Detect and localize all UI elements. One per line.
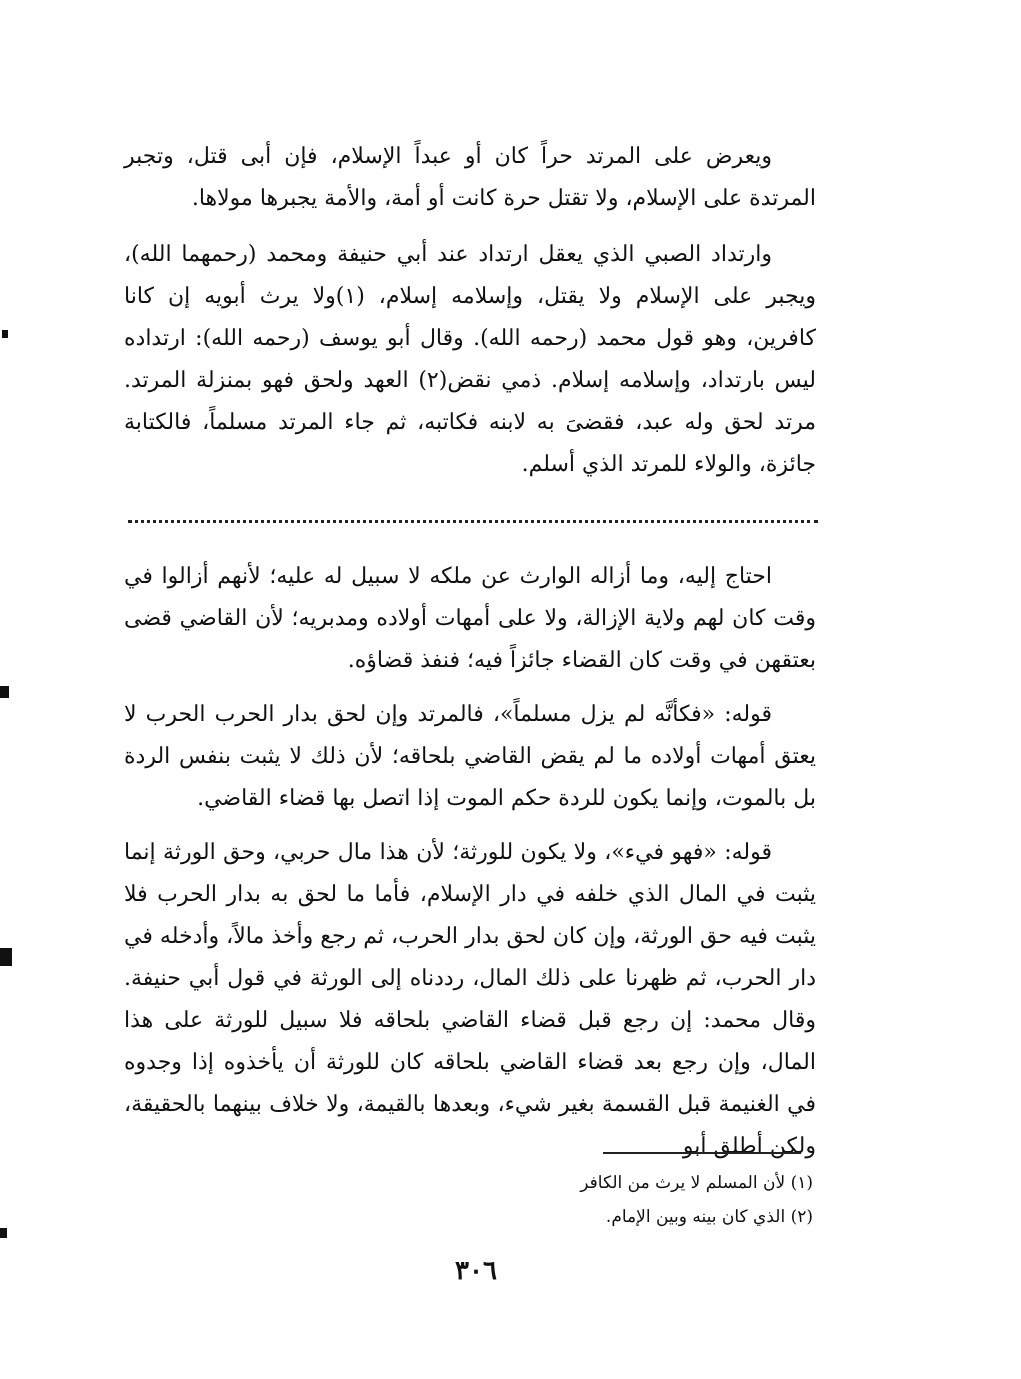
sharh-text bbox=[124, 556, 816, 1168]
scan-mark bbox=[0, 948, 12, 966]
sharh-paragraph-2: قوله: «فكأنَّه لم يزل مسلماً»، فالمرتد وإن لحق بدار الحرب الحرب لا يعتق أمهات أولاده ما لم يقض القاضي بلحاقه؛ لأن ذلك لا يثبت بنفس الردة بل بالموت، وإنما يكون للردة حكم الموت إذا اتصل بها قضاء القاضي. bbox=[124, 702, 816, 811]
scan-mark bbox=[0, 686, 9, 698]
scan-mark bbox=[0, 1228, 7, 1238]
scan-mark bbox=[2, 330, 8, 338]
footnote-rule bbox=[603, 1152, 801, 1154]
sharh-paragraph-3: قوله: «فهو فيء»، ولا يكون للورثة؛ لأن هذا مال حربي، وحق الورثة إنما يثبت في المال الذي خلفه في دار الإسلام، فأما ما لحق به بدار الحرب فلا يثبت فيه حق الورثة، وإن كان لحق بدار الحرب، ثم رجع وأخذ مالاً، وأدخله في دار الحرب، ثم ظهرنا على ذلك المال، رددناه إلى الورثة في قول أبي حنيفة. وقال محمد: إن رجع قبل قضاء القاضي بلحاقه فلا سبيل للورثة على هذا المال، وإن رجع بعد قضاء القاضي بلحاقه كان للورثة أن يأخذوه إذا وجدوه في الغنيمة قبل القسمة بغير شيء، وبعدها بالقيمة، ولا خلاف بينهما بالحقيقة، ولكن أطلق أبو bbox=[124, 840, 816, 1159]
page-number: ٣٠٦ bbox=[455, 1256, 497, 1286]
footnotes bbox=[393, 1166, 813, 1234]
sharh-paragraph-1: احتاج إليه، وما أزاله الوارث عن ملكه لا سبيل له عليه؛ لأنهم أزالوا في وقت كان لهم ولاية الإزالة، ولا على أمهات أولاده ومدبريه؛ لأن القاضي قضى بعتقهن في وقت كان القضاء جائزاً فيه؛ فنفذ قضاؤه. bbox=[124, 564, 816, 673]
matn-paragraph-1: ويعرض على المرتد حراً كان أو عبداً الإسلام، فإن أبى قتل، وتجبر المرتدة على الإسلام، ولا تقتل حرة كانت أو أمة، والأمة يجبرها مولاها. bbox=[124, 144, 816, 211]
footnote-2: (٢) الذي كان بينه وبين الإمام. bbox=[605, 1207, 813, 1227]
matn-paragraph-2: وارتداد الصبي الذي يعقل ارتداد عند أبي حنيفة ومحمد (رحمهما الله)، ويجبر على الإسلام ولا يقتل، وإسلامه إسلام، (١)ولا يرث أبويه إن كانا كافرين، وهو قول محمد (رحمه الله). وقال أبو يوسف (رحمه الله): ارتداده ليس بارتداد، وإسلامه إسلام. ذمي نقض(٢) العهد ولحق فهو بمنزلة المرتد. مرتد لحق وله عبد، فقضىَ به لابنه فكاتبه، ثم جاء المرتد مسلماً، فالكتابة جائزة، والولاء للمرتد الذي أسلم. bbox=[124, 242, 816, 477]
section-separator bbox=[128, 520, 818, 523]
matn-text bbox=[124, 136, 816, 486]
footnote-1: (١) لأن المسلم لا يرث من الكافر bbox=[580, 1173, 813, 1193]
